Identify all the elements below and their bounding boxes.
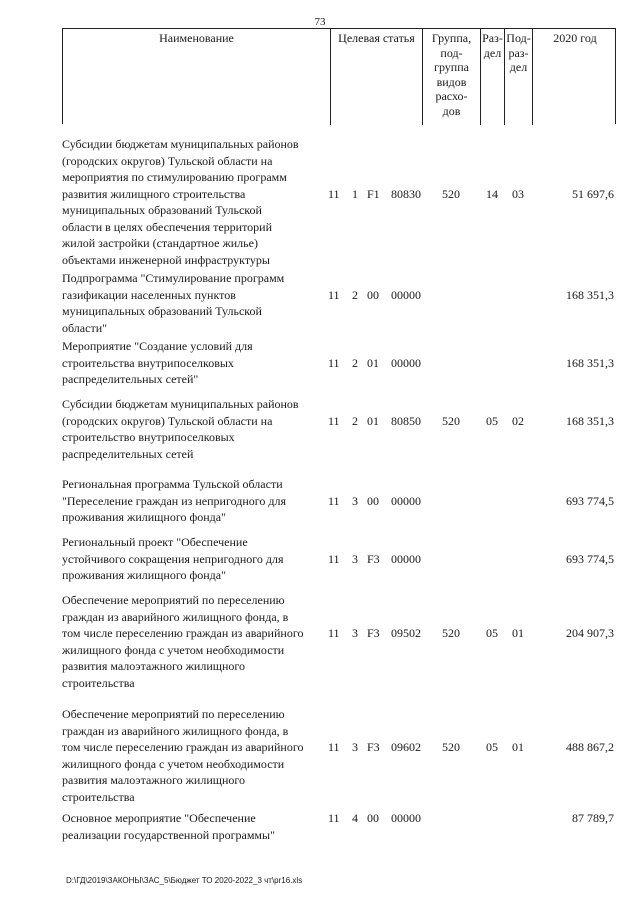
row-name [62,338,330,388]
row-group: 520 [442,413,460,428]
row-c1: 11 [328,811,340,825]
row-c3: F3 [367,626,380,640]
row-c4: 09502 [391,626,421,640]
row-name-line: муниципальных образований Тульской [62,203,262,217]
row-c2: 2 [352,287,358,302]
row-c3: 01 [367,413,379,428]
row-group: 520 [442,186,460,201]
row-name-line: Региональный проект "Обеспечение [62,535,248,549]
row-name-line: муниципальных образований Тульской [62,304,262,318]
row-name-line: строительства [62,675,135,690]
header-subsection-line: дел [509,60,528,74]
row-amount: 51 697,6 [572,186,614,201]
row-name-line: Подпрограмма "Стимулирование программ [62,271,285,285]
row-subsection: 01 [512,626,524,640]
row-group: 520 [442,626,460,640]
row-amount: 87 789,7 [572,811,614,825]
header-group-line: расхо- [435,89,468,103]
header-year-label: 2020 год [553,31,597,45]
row-section: 05 [486,413,498,428]
row-name-line: мероприятия по стимулированию программ [62,170,287,184]
row-name-line: жилищного фонда с учетом необходимости [62,642,285,657]
row-amount: 693 774,5 [566,493,614,508]
row-c1: 11 [328,413,340,428]
row-name-line: том числе переселению граждан из аварийного [62,740,304,754]
header-year [533,29,617,125]
row-c4: 00000 [391,287,421,302]
header-group-line: видов [436,74,467,89]
row-c1: 11 [328,551,340,566]
table-header [62,28,616,124]
row-name-line: граждан из аварийного жилищного фонда, в [62,723,289,738]
row-name-line: реализации государственной программы" [62,827,275,842]
row-name-line: "Переселение граждан из непригодного для [62,493,286,508]
row-c4: 80850 [391,413,421,428]
row-name-line: (городских округов) Тульской области на [62,413,273,428]
file-path-footer: D:\ГД\2019\ЗАКОНЫ\ЗАС_5\Бюджет ТО 2020-2022_3 чт\pr16.xls [66,876,303,885]
row-name [62,592,330,691]
row-name-line: области" [62,320,108,335]
header-group [423,29,481,125]
row-name-line: строительства [62,789,135,804]
header-name-label: Наименование [159,31,234,45]
row-amount: 168 351,3 [566,413,614,428]
row-name [62,534,330,584]
row-c1: 11 [328,355,340,370]
row-name-line: объектами инженерной инфраструктуры [62,252,270,267]
row-name-line: Региональная программа Тульской области [62,477,283,491]
header-target-article [331,29,423,125]
row-name [62,396,330,462]
header-section [481,29,505,125]
row-name-line: строительство внутрипоселковых [62,430,235,444]
row-c1: 11 [328,626,340,640]
row-name-line: газификации населенных пунктов [62,287,236,302]
row-c4: 09602 [391,740,421,754]
row-c1: 11 [328,186,340,201]
row-c3: F1 [367,186,380,201]
row-section: 05 [486,740,498,754]
row-subsection: 02 [512,413,524,428]
header-subsection [505,29,533,125]
row-c3: F3 [367,740,380,754]
header-group-line: группа [434,60,469,74]
row-amount: 168 351,3 [566,287,614,302]
row-c3: 01 [367,355,379,370]
row-name-line: развития малоэтажного жилищного [62,773,246,787]
row-name-line: распределительных сетей [62,446,194,461]
row-c2: 2 [352,413,358,428]
row-section: 05 [486,626,498,640]
header-group-line: Группа, [431,31,472,45]
row-c1: 11 [328,740,340,754]
row-c3: 00 [367,287,379,302]
header-subsection-line: Под- [506,31,531,45]
row-c4: 00000 [391,811,421,825]
row-name-line: развития жилищного строительства [62,186,246,201]
row-name-line: проживания жилищного фонда" [62,510,226,524]
row-name-line: (городских округов) Тульской области на [62,153,273,168]
row-section: 14 [486,186,498,201]
row-name-line: граждан из аварийного жилищного фонда, в [62,609,289,624]
row-name [62,810,330,843]
row-amount: 488 867,2 [566,740,614,754]
row-amount: 168 351,3 [566,355,614,370]
page-number: 73 [314,16,326,28]
row-c4: 00000 [391,493,421,508]
row-c1: 11 [328,287,340,302]
header-target-article-label: Целевая статья [338,31,415,45]
row-c1: 11 [328,493,340,508]
row-name-line: Субсидии бюджетам муниципальных районов [62,397,299,411]
row-c2: 3 [352,626,358,640]
row-c3: F3 [367,551,380,566]
row-name [62,476,330,526]
row-name [62,136,330,268]
header-section-line: Раз- [482,31,503,45]
row-name-line: устойчивого сокращения непригодного для [62,551,284,566]
row-name-line: развития малоэтажного жилищного [62,659,246,673]
row-name-line: проживания жилищного фонда" [62,568,226,582]
row-name-line: жилищного фонда с учетом необходимости [62,756,285,771]
row-c3: 00 [367,493,379,508]
row-name-line: Субсидии бюджетам муниципальных районов [62,137,299,151]
row-name [62,706,330,805]
row-name-line: жилой застройки (стандартное жилье) [62,236,258,250]
row-name [62,270,330,336]
header-group-line: дов [442,103,461,118]
row-name-line: области в целях обеспечения территорий [62,219,273,234]
row-amount: 693 774,5 [566,551,614,566]
row-c2: 3 [352,493,358,508]
row-name-line: том числе переселению граждан из аварийного [62,626,304,640]
row-c2: 3 [352,551,358,566]
row-name-line: строительства внутрипоселковых [62,355,234,370]
row-c2: 2 [352,355,358,370]
row-name-line: Основное мероприятие "Обеспечение [62,811,256,825]
row-c2: 1 [352,186,358,201]
row-c4: 80830 [391,186,421,201]
row-c4: 00000 [391,355,421,370]
row-name-line: Обеспечение мероприятий по переселению [62,707,285,721]
row-name-line: Мероприятие "Создание условий для [62,339,253,353]
row-name-line: распределительных сетей" [62,372,199,386]
row-c4: 00000 [391,551,421,566]
header-group-line: под- [440,45,463,60]
row-subsection: 03 [512,186,524,201]
header-subsection-line: раз- [508,45,529,60]
row-subsection: 01 [512,740,524,754]
row-c2: 4 [352,811,358,825]
row-c2: 3 [352,740,358,754]
row-group: 520 [442,740,460,754]
header-section-line: дел [483,45,502,60]
row-amount: 204 907,3 [566,626,614,640]
header-name [63,29,331,125]
row-c3: 00 [367,811,379,825]
row-name-line: Обеспечение мероприятий по переселению [62,593,285,607]
